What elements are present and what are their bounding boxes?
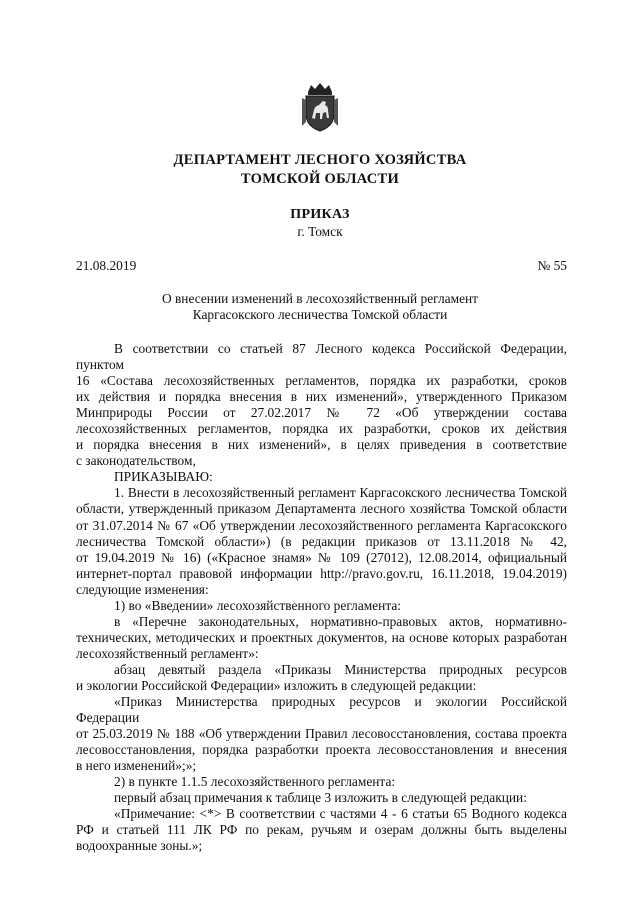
body-line: 2) в пункте 1.1.5 лесохозяйственного регламента: <box>114 774 396 790</box>
body-line: лесовосстановления, порядка разработки проекта лесовосстановления и внесения <box>76 742 567 758</box>
body-line: интернет-портал правовой информации http://pravo.gov.ru, 16.11.2018, 19.04.2019) <box>76 565 567 581</box>
body-line: РФ и статьей 111 ЛК РФ по рекам, ручьям и озерам должны быть выделены <box>76 822 567 838</box>
body-line: абзац девятый раздела «Приказы Министерства природных ресурсов <box>114 661 567 677</box>
body-line: и порядка внесения в них изменений», в целях приведения в соответствие <box>76 437 567 453</box>
body-line: первый абзац примечания к таблице 3 изложить в следующей редакции: <box>114 790 527 806</box>
body-line: технических, методических и проектных документов, на основе которых разработан <box>76 629 567 645</box>
department-name-line1: ДЕПАРТАМЕНТ ЛЕСНОГО ХОЗЯЙСТВА <box>173 152 467 168</box>
body-line: в «Перечне законодательных, нормативно-правовых актов, нормативно- <box>114 613 567 629</box>
subject-line1: О внесении изменений в лесохозяйственный регламент <box>161 291 479 306</box>
order-date: 21.08.2019 <box>76 258 137 273</box>
body-line: лесохозяйственных регламентов, порядка их разработки, сроков их действия <box>76 421 567 437</box>
subject-line2: Каргасокского лесничества Томской области <box>192 307 448 322</box>
body-line: 16 «Состава лесохозяйственных регламентов, порядка их разработки, сроков <box>76 373 567 389</box>
body-line: лесохозяйственный регламент»: <box>76 645 259 661</box>
order-body <box>76 341 567 855</box>
body-line: 1) во «Введении» лесохозяйственного регламента: <box>114 597 402 613</box>
body-line: Минприроды России от 27.02.2017 № 72 «Об утверждении состава <box>76 405 567 421</box>
document-type: ПРИКАЗ <box>290 207 350 222</box>
order-number: № 55 <box>537 258 567 273</box>
body-line: «Приказ Министерства природных ресурсов и экологии Российской Федерации <box>76 694 567 726</box>
body-line: от 25.03.2019 № 188 «Об утверждении Правил лесовосстановления, состава проекта <box>76 726 567 742</box>
body-line: с законодательством, <box>76 453 196 469</box>
body-line: и экологии Российской Федерации» изложить в следующей редакции: <box>76 677 477 693</box>
body-line: В соответствии со статьей 87 Лесного кодекса Российской Федерации, пунктом <box>76 341 567 373</box>
body-line: «Примечание: <*> В соответствии с частями 4 - 6 статьи 65 Водного кодекса <box>114 806 567 822</box>
body-line: от 31.07.2014 № 67 «Об утверждении лесохозяйственного регламента Каргасокского <box>76 517 567 533</box>
body-line: следующие изменения: <box>76 581 209 597</box>
body-line: их действия и порядка внесения в них изменений», утвержденного Приказом <box>76 389 567 405</box>
body-line: лесничества Томской области») (в редакции приказов от 13.11.2018 № 42, <box>76 533 567 549</box>
body-line: ПРИКАЗЫВАЮ: <box>114 469 213 485</box>
body-line: области, утвержденный приказом Департамента лесного хозяйства Томской области <box>76 501 567 517</box>
department-name-line2: ТОМСКОЙ ОБЛАСТИ <box>240 171 400 187</box>
tomsk-region-coat-of-arms-icon <box>299 82 341 132</box>
body-line: от 19.04.2019 № 16) («Красное знамя» № 109 (27012), 12.08.2014, официальный <box>76 549 567 565</box>
city: г. Томск <box>297 224 343 239</box>
body-line: водоохранные зоны.»; <box>76 838 203 854</box>
body-line: 1. Внести в лесохозяйственный регламент Каргасокского лесничества Томской <box>114 485 567 501</box>
body-line: в него изменений»;»; <box>76 758 197 774</box>
